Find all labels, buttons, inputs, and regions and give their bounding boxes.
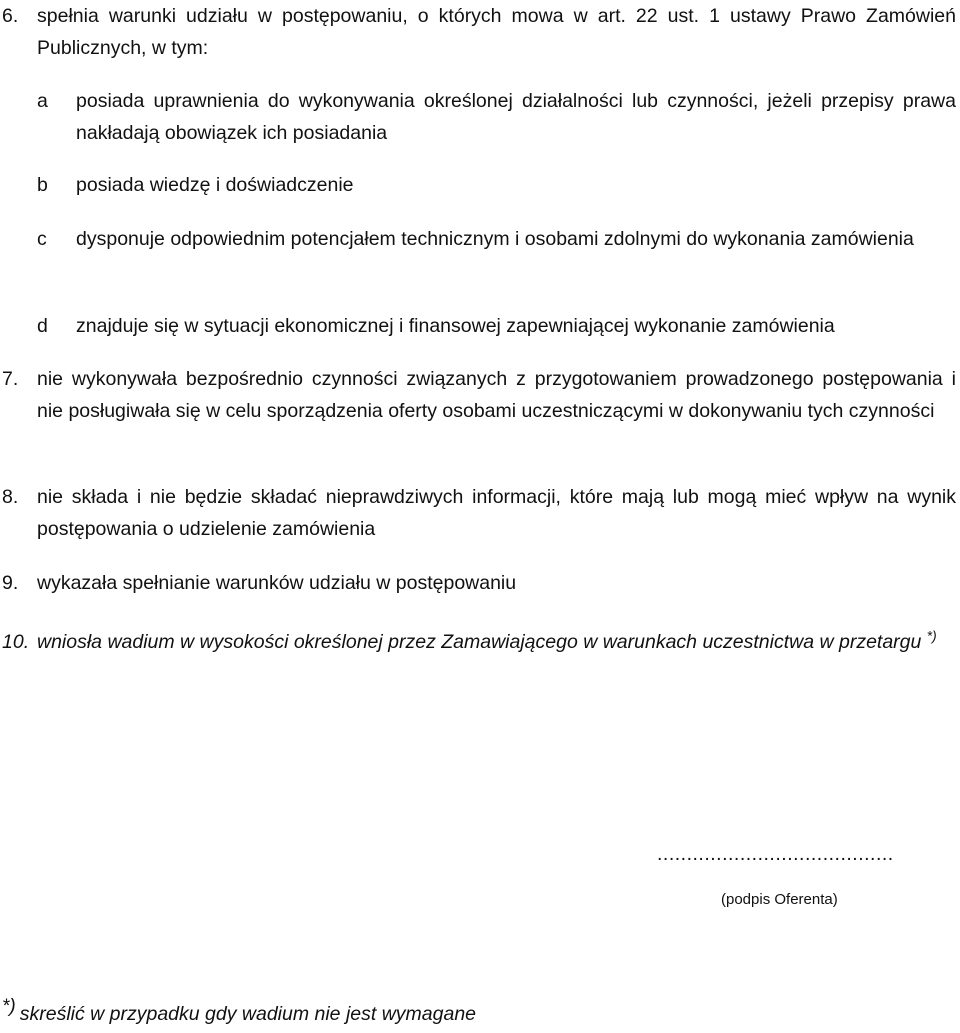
footnote-mark: *) bbox=[2, 996, 16, 1018]
signature-line: ........................................ bbox=[657, 843, 894, 865]
sub-item-letter: d bbox=[37, 315, 48, 337]
signature-label: (podpis Oferenta) bbox=[721, 891, 838, 908]
item-number: 6. bbox=[2, 5, 19, 27]
sub-item-text: znajduje się w sytuacji ekonomicznej i finansowej zapewniającej wykonanie zamówienia bbox=[76, 315, 835, 337]
item-text bbox=[37, 622, 956, 662]
sub-item-text: posiada uprawnienia do wykonywania określonej działalności lub czynności, jeżeli przepisy prawa nakładają obowiązek ich posiadania bbox=[76, 90, 956, 144]
sub-item-letter: a bbox=[37, 90, 48, 112]
item-number: 7. bbox=[2, 368, 19, 390]
sub-item-letter: b bbox=[37, 174, 48, 196]
item-text: spełnia warunki udziału w postępowaniu, o których mowa w art. 22 ust. 1 ustawy Prawo Zamówień Publicznych, w tym: bbox=[37, 5, 956, 59]
sub-item-text: dysponuje odpowiednim potencjałem technicznym i osobami zdolnymi do wykonania zamówienia bbox=[76, 228, 914, 250]
item-text: nie wykonywała bezpośrednio czynności związanych z przygotowaniem prowadzonego postępowania i nie posługiwała się w celu sporządzenia oferty osobami uczestniczącymi w dokonywaniu tych czynności bbox=[37, 368, 956, 422]
item-number: 10. bbox=[2, 631, 30, 653]
item-number: 9. bbox=[2, 572, 19, 594]
item-text-content: wniosła wadium w wysokości określonej przez Zamawiającego w warunkach uczestnictwa w przetargu bbox=[37, 631, 922, 653]
item-text: nie składa i nie będzie składać nieprawdziwych informacji, które mają lub mogą mieć wpływ na wynik postępowania o udzielenie zamówienia bbox=[37, 486, 956, 540]
footnote-text: skreślić w przypadku gdy wadium nie jest wymagane bbox=[19, 1003, 477, 1025]
footnote-reference: *) bbox=[926, 628, 937, 644]
sub-item-letter: c bbox=[37, 228, 47, 250]
footnote bbox=[2, 998, 476, 1030]
item-number: 8. bbox=[2, 486, 19, 508]
sub-item-text: posiada wiedzę i doświadczenie bbox=[76, 174, 354, 196]
item-text: wykazała spełnianie warunków udziału w postępowaniu bbox=[37, 572, 517, 594]
